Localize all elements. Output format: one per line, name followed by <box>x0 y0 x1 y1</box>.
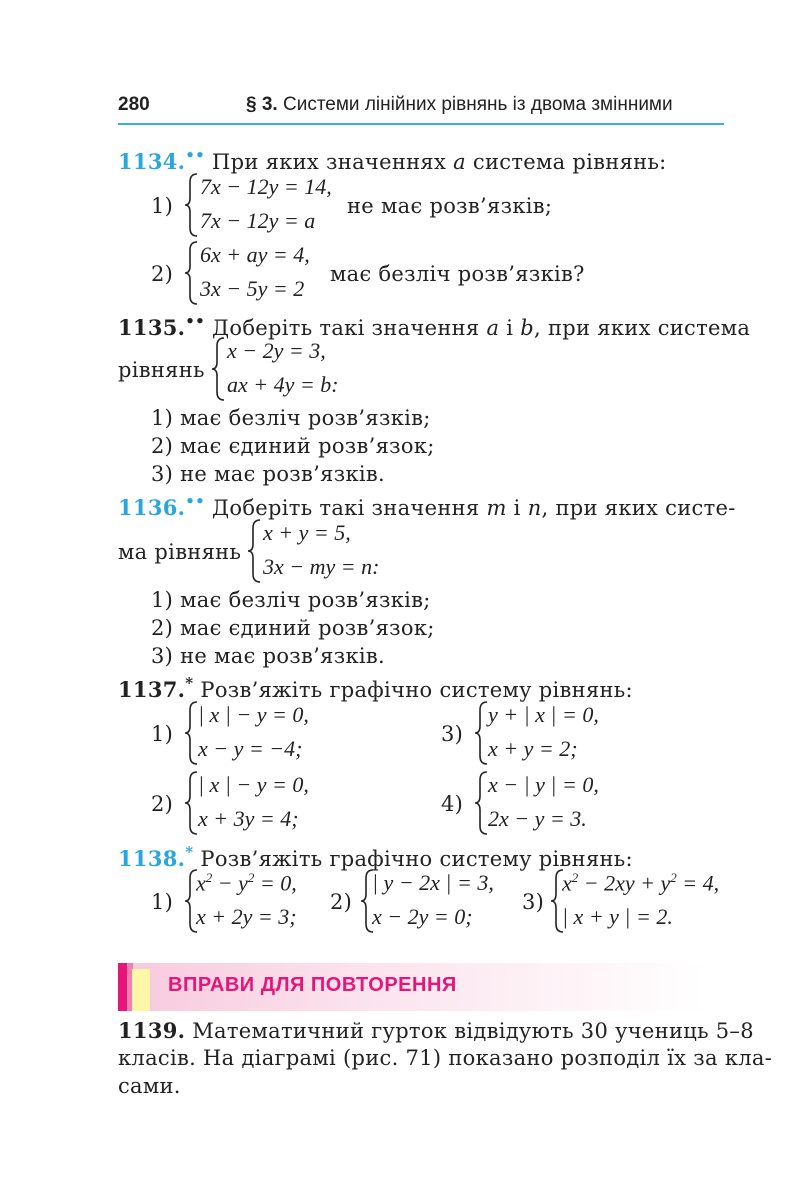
problem-text: Математичний гурток відвідують 30 учениць 5–8 <box>192 1019 754 1043</box>
equation: x − 2y = 0; <box>372 904 473 929</box>
difficulty-mark: * <box>185 843 194 861</box>
problem-1139-line-1 <box>118 1018 754 1043</box>
eq-part: x <box>562 870 572 896</box>
item-label: 1) <box>151 194 174 218</box>
problem-text: Доберіть такі значення <box>212 316 480 340</box>
system-brace <box>247 518 263 584</box>
problem-1139-line-2: класів. На діаграмі (рис. 71) показано розподіл їх за кла- <box>118 1046 773 1070</box>
variable: a <box>453 150 466 174</box>
equation: 7x − 12y = a <box>200 208 316 233</box>
problem-text-2: , при яких система <box>534 316 751 340</box>
condition: має безліч розв’язків? <box>330 262 585 286</box>
difficulty-mark: * <box>185 674 194 692</box>
equation: 2x − y = 3. <box>488 806 587 831</box>
item-label: 3) <box>522 890 545 914</box>
variable: m <box>486 496 507 520</box>
equation: x − 2y = 3, <box>227 338 326 363</box>
problem-text: Розв’яжіть графічно систему рівнянь: <box>200 847 633 871</box>
equation: 7x − 12y = 14, <box>200 174 332 199</box>
equation <box>562 870 719 896</box>
problem-text: Доберіть такі значення <box>212 496 480 520</box>
equation: | y − 2x | = 3, <box>372 870 494 895</box>
item-label: 1) <box>151 722 174 746</box>
equation: 6x + ay = 4, <box>200 242 310 267</box>
equation: ax + 4y = b: <box>227 372 339 397</box>
list-item: 1) має безліч розв’язків; <box>151 588 431 612</box>
exponent: 2 <box>670 870 677 885</box>
list-item: 2) має єдиний розв’язок; <box>151 616 435 640</box>
list-item: 3) не має розв’язків. <box>151 462 385 486</box>
conjunction: і <box>506 316 514 340</box>
exponent: 2 <box>571 870 579 885</box>
item-label: 4) <box>441 792 464 816</box>
equation: 3x − my = n: <box>263 554 380 579</box>
section-number: § 3. <box>246 94 278 115</box>
problem-number: 1134. <box>118 149 186 174</box>
problem-number: 1136. <box>118 495 186 520</box>
problem-1137-statement <box>118 674 633 702</box>
difficulty-mark: •• <box>185 312 206 330</box>
banner-accent <box>132 969 150 1011</box>
item-label: 2) <box>330 890 353 914</box>
equation: x + y = 5, <box>263 520 351 545</box>
system-brace <box>211 336 227 402</box>
difficulty-mark: •• <box>185 146 206 164</box>
item-label: 2) <box>151 792 174 816</box>
section-title: Системи лінійних рівнянь із двома змінними <box>282 94 673 115</box>
item-label: 3) <box>441 722 464 746</box>
equation: x + 3y = 4; <box>198 806 299 831</box>
item-label: 1) <box>151 890 174 914</box>
eq-part: − 2xy + y <box>578 870 671 896</box>
problem-text-2: , при яких систе- <box>541 496 736 520</box>
equation: 3x − 5y = 2 <box>200 276 305 301</box>
equation: x − y = −4; <box>198 736 303 761</box>
item-label: 2) <box>151 262 174 286</box>
equation: x + 2y = 3; <box>196 904 297 929</box>
list-item: 3) не має розв’язків. <box>151 644 385 668</box>
problem-number: 1138. <box>118 846 186 871</box>
variable: b <box>520 316 535 340</box>
exponent: 2 <box>247 870 255 885</box>
problem-text: При яких значеннях <box>212 150 447 174</box>
problem-text-2: система рівнянь: <box>472 150 667 174</box>
problem-1138-statement <box>118 843 633 871</box>
problem-number: 1137. <box>118 677 186 702</box>
banner-accent <box>118 963 127 1011</box>
equation: x − | y | = 0, <box>488 772 599 797</box>
eq-part: = 0, <box>254 870 297 896</box>
section-banner <box>118 963 706 1011</box>
problem-1139-line-3: сами. <box>118 1074 181 1098</box>
banner-title: ВПРАВИ ДЛЯ ПОВТОРЕННЯ <box>168 974 457 996</box>
equation: | x | − y = 0, <box>198 702 309 727</box>
lead-text: рівнянь <box>118 358 205 382</box>
system-brace <box>184 240 200 306</box>
variable: a <box>486 316 500 340</box>
variable: n <box>527 496 542 520</box>
equation: y + | x | = 0, <box>488 702 599 727</box>
eq-part: − y <box>212 870 248 896</box>
exponent: 2 <box>205 870 213 885</box>
conjunction: і <box>513 496 521 520</box>
condition: не має розв’язків; <box>347 194 553 218</box>
list-item: 1) має безліч розв’язків; <box>151 406 431 430</box>
lead-text: ма рівнянь <box>118 540 242 564</box>
equation: | x + y | = 2. <box>562 904 673 929</box>
running-header <box>246 94 673 116</box>
problem-text: Розв’яжіть графічно систему рівнянь: <box>200 678 633 702</box>
eq-part: = 4, <box>676 870 720 896</box>
equation: | x | − y = 0, <box>198 772 309 797</box>
page-number: 280 <box>118 94 150 115</box>
system-brace <box>184 172 200 238</box>
eq-part: x <box>196 870 206 896</box>
equation: x + y = 2; <box>488 736 578 761</box>
problem-1134-statement <box>118 146 667 174</box>
problem-1136-statement <box>118 492 736 520</box>
problem-number: 1139. <box>118 1018 186 1043</box>
equation <box>196 870 297 896</box>
list-item: 2) має єдиний розв’язок; <box>151 434 435 458</box>
header-rule <box>118 123 724 125</box>
problem-number: 1135. <box>118 315 186 340</box>
difficulty-mark: •• <box>185 492 206 510</box>
